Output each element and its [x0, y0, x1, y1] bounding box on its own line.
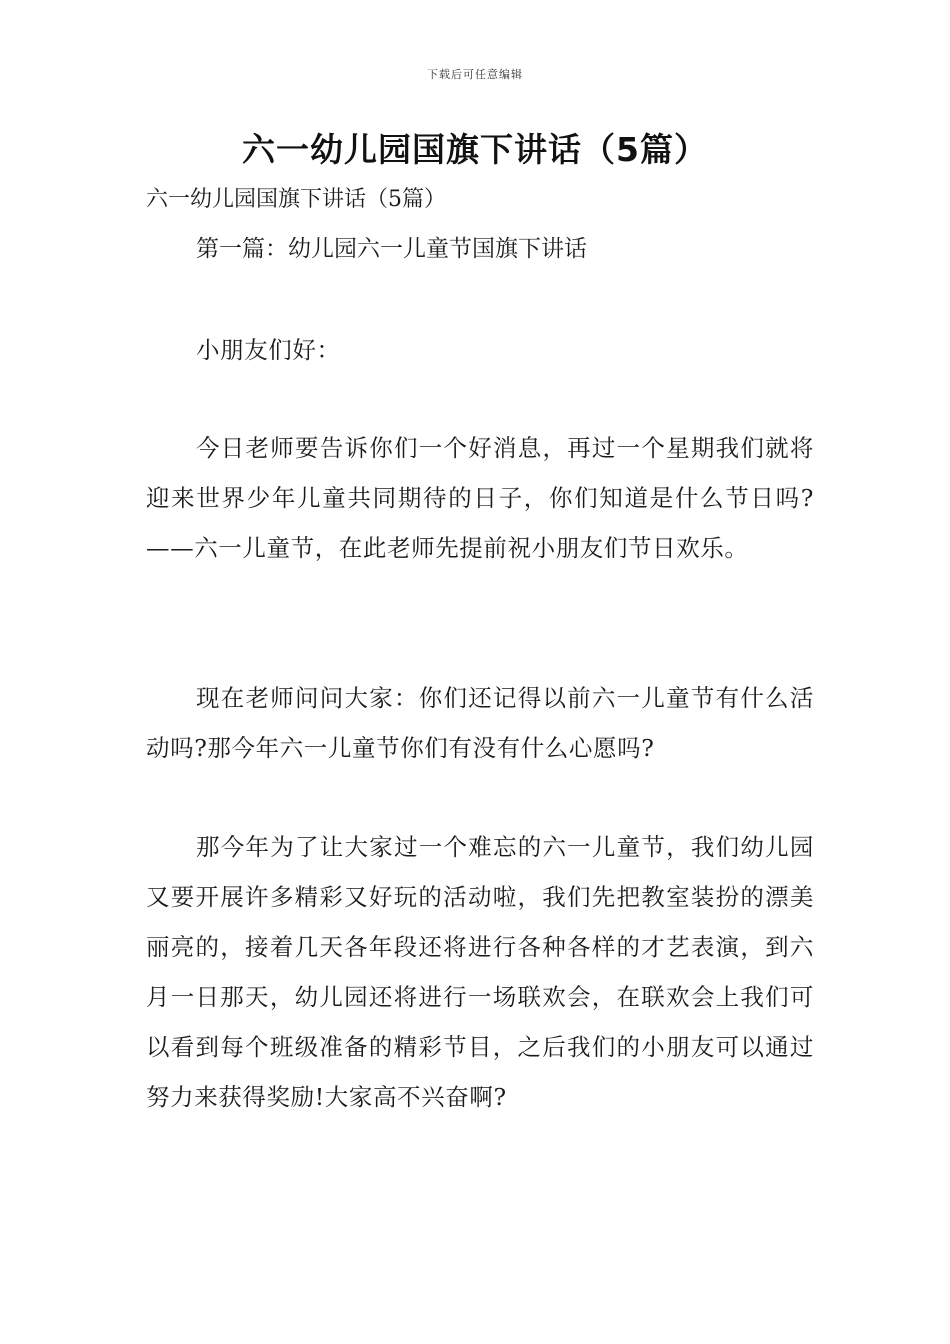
document-title: 六一幼儿园国旗下讲话（5篇）: [242, 130, 708, 169]
paragraph-2: 现在老师问问大家：你们还记得以前六一儿童节有什么活动吗?那今年六一儿童节你们有没有什么心愿吗?: [146, 684, 814, 762]
paragraph-greeting: 小朋友们好：: [196, 336, 341, 364]
paragraph-3: 那今年为了让大家过一个难忘的六一儿童节，我们幼儿园又要开展许多精彩又好玩的活动啦，我们先把教室装扮的漂美丽亮的，接着几天各年段还将进行各种各样的才艺表演，到六月一日那天，幼儿园还将进行一场联欢会，在联欢会上我们可以看到每个班级准备的精彩节目，之后我们的小朋友可以通过努力来获得奖励!大家高不兴奋啊?: [146, 833, 814, 1111]
header-note: 下载后可任意编辑: [427, 68, 523, 81]
document-subtitle: 六一幼儿园国旗下讲话（5篇）: [146, 187, 446, 212]
section-heading: 第一篇：幼儿园六一儿童节国旗下讲话: [196, 236, 587, 262]
paragraph-1: 今日老师要告诉你们一个好消息，再过一个星期我们就将迎来世界少年儿童共同期待的日子，你们知道是什么节日吗?——六一儿童节，在此老师先提前祝小朋友们节日欢乐。: [146, 434, 814, 562]
